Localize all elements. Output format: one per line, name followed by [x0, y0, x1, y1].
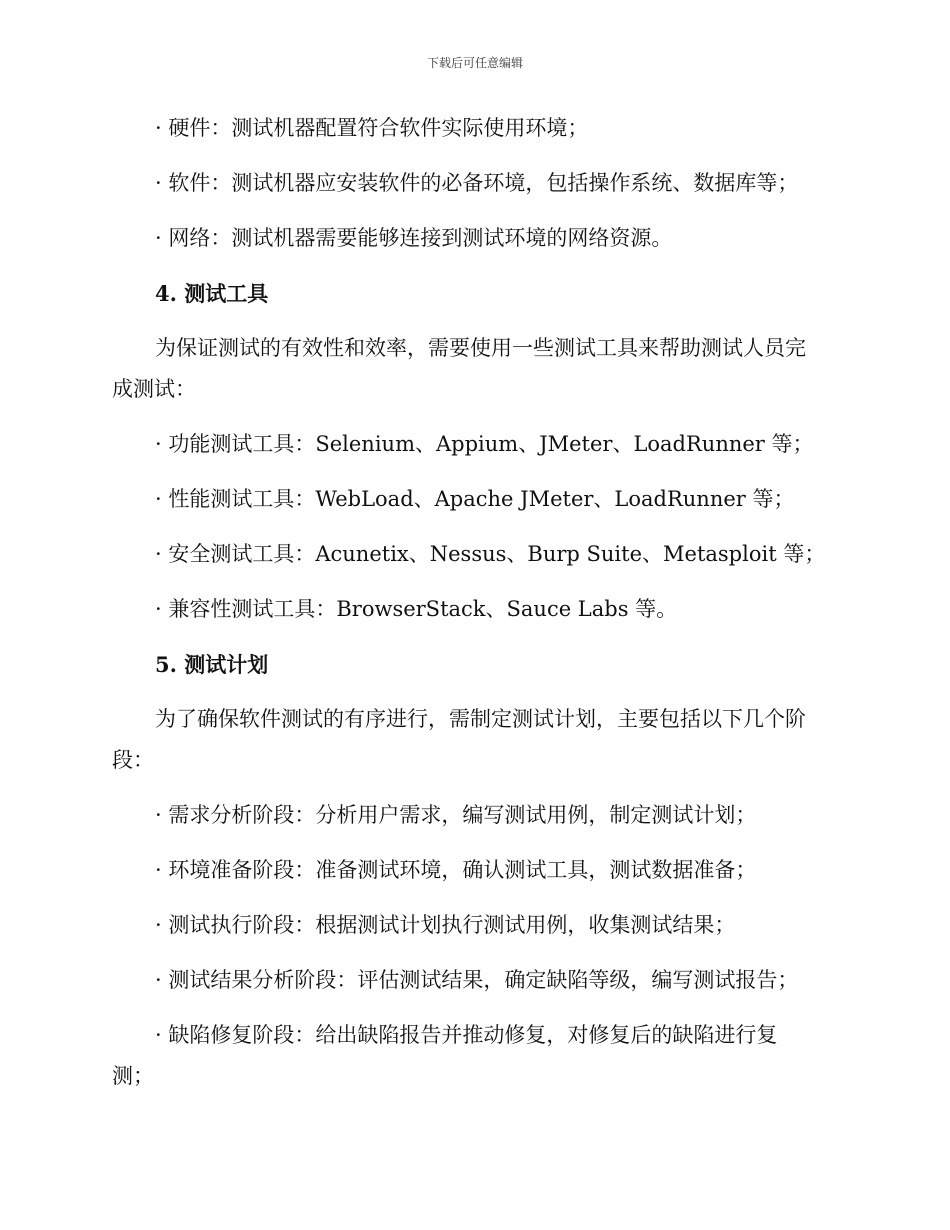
software-env-item: · 软件：测试机器应安装软件的必备环境，包括操作系统、数据库等；	[155, 171, 799, 195]
performance-tools-item: · 性能测试工具：WebLoad、Apache JMeter、LoadRunner 等；	[155, 487, 795, 511]
section-heading-tools: 4. 测试工具	[155, 281, 269, 306]
tools-intro-continuation: 成测试：	[112, 377, 196, 401]
analysis-phase-item: · 测试结果分析阶段：评估测试结果，确定缺陷等级，编写测试报告；	[155, 968, 799, 992]
page-header: 下载后可任意编辑	[426, 56, 523, 70]
plan-intro-paragraph: 为了确保软件测试的有序进行，需制定测试计划，主要包括以下几个阶	[155, 707, 806, 731]
plan-intro-continuation: 段：	[112, 748, 154, 772]
security-tools-item: · 安全测试工具：Acunetix、Nessus、Burp Suite、Metasploit 等；	[155, 542, 826, 566]
defect-fix-phase-continuation: 测；	[112, 1064, 154, 1088]
tools-intro-paragraph: 为保证测试的有效性和效率，需要使用一些测试工具来帮助测试人员完	[155, 336, 806, 360]
section-heading-plan: 5. 测试计划	[155, 652, 269, 677]
execution-phase-item: · 测试执行阶段：根据测试计划执行测试用例，收集测试结果；	[155, 913, 736, 937]
requirements-phase-item: · 需求分析阶段：分析用户需求，编写测试用例，制定测试计划；	[155, 803, 757, 827]
functional-tools-item: · 功能测试工具：Selenium、Appium、JMeter、LoadRunner 等；	[155, 432, 814, 456]
network-env-item: · 网络：测试机器需要能够连接到测试环境的网络资源。	[155, 226, 673, 250]
defect-fix-phase-item: · 缺陷修复阶段：给出缺陷报告并推动修复，对修复后的缺陷进行复	[155, 1023, 778, 1047]
environment-phase-item: · 环境准备阶段：准备测试环境，确认测试工具，测试数据准备；	[155, 858, 757, 882]
hardware-env-item: · 硬件：测试机器配置符合软件实际使用环境；	[155, 116, 589, 140]
compatibility-tools-item: · 兼容性测试工具：BrowserStack、Sauce Labs 等。	[155, 597, 678, 621]
